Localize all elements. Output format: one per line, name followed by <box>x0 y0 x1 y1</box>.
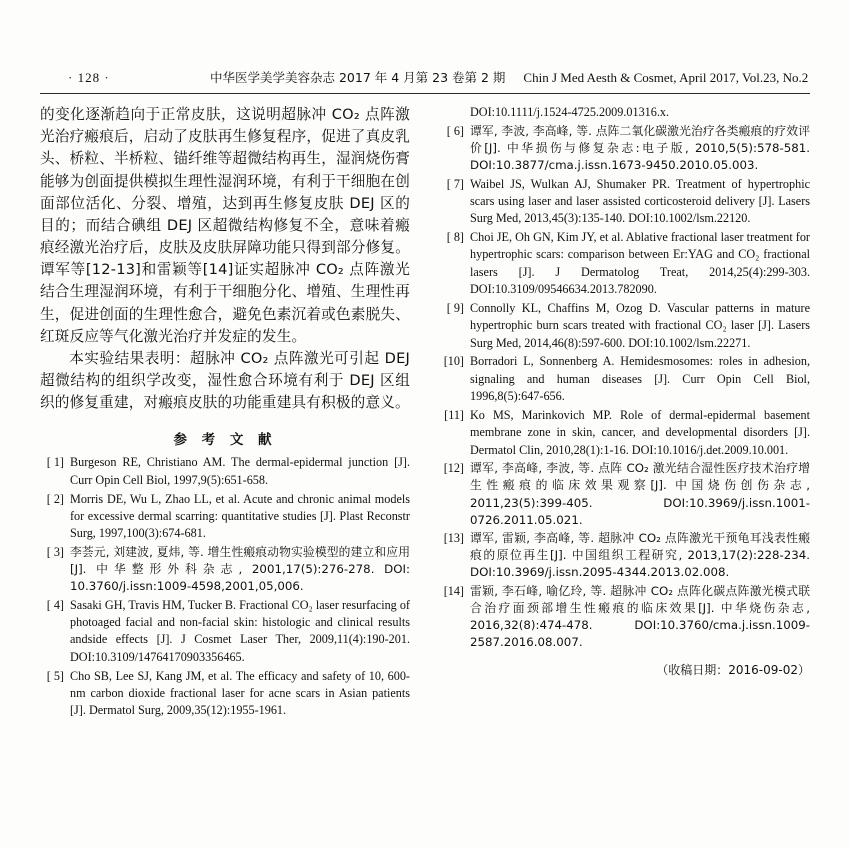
list-item <box>440 530 810 581</box>
reference-text: Borradori L, Sonnenberg A. Hemidesmosomes: roles in adhesion, signaling and human diseases [J]. Curr Opin Cell Biol, 1996,8(5):647-656. <box>470 354 810 404</box>
list-item <box>440 300 810 352</box>
list-item <box>440 123 810 174</box>
list-item <box>440 583 810 651</box>
list-item <box>440 407 810 459</box>
paragraph: 本实验结果表明：超脉冲 CO₂ 点阵激光可引起 DEJ 超微结构的组织学改变，湿性愈合环境有利于 DEJ 区组织的修复重建，对瘢痕皮肤的功能重建具有积极的意义。 <box>40 349 410 412</box>
reference-number: [ 4] <box>46 597 64 612</box>
reference-text: 雷颖, 李石峰, 喻亿玲, 等. 超脉冲 CO₂ 点阵化碳点阵激光模式联合治疗面颈部增生性瘢痕的临床效果[J]. 中华烧伤杂志, 2016,32(8):474-478. DOI:10.3760/cma.j.issn.1009-2587.2016.08.007. <box>470 584 810 650</box>
reference-number: [ 7] <box>446 176 464 191</box>
list-item <box>440 353 810 405</box>
journal-title-cn: 中华医学美学美容杂志 2017 年 4 月第 23 卷第 2 期 <box>210 70 506 85</box>
article-body <box>40 104 410 414</box>
reference-text: 谭军, 李高峰, 李波, 等. 点阵 CO₂ 激光结合湿性医疗技术治疗增生性瘢痕的临床效果观察[J]. 中国烧伤创伤杂志, 2011,23(5):399-405. DOI:10.3969/j.issn.1001-0726.2011.05.021. <box>470 461 810 527</box>
page-body <box>40 104 810 825</box>
references-list-left <box>40 454 410 719</box>
reference-text: Ko MS, Marinkovich MP. Role of dermal-epidermal basement membrane zone in skin, cancer, and developmental disorders [J]. Dermatol Clin, 2010,28(1):1-16. DOI:10.1016/j.det.2009.10.001. <box>470 407 810 457</box>
list-item <box>440 229 810 298</box>
right-column <box>440 104 810 825</box>
list-item <box>40 491 410 543</box>
reference-text: 李荟元, 刘建波, 夏炜, 等. 增生性瘢痕动物实验模型的建立和应用[J]. 中华整形外科杂志, 2001,17(5):276-278. DOI: 10.3760/j.issn:1009-4598,2001,05,006. <box>70 545 410 594</box>
list-item <box>440 460 810 528</box>
reference-number: [ 2] <box>46 491 64 506</box>
list-item <box>40 668 410 720</box>
reference-number: [12] <box>443 461 464 476</box>
reference-number: [14] <box>443 584 464 599</box>
reference-number: [ 6] <box>446 123 464 138</box>
reference-text: 谭军, 雷颖, 李高峰, 等. 超脉冲 CO₂ 点阵激光干预龟耳浅表性瘢痕的原位再生[J]. 中国组织工程研究, 2013,17(2):228-234. DOI:10.3969/j.issn.2095-4344.2013.02.008. <box>470 531 810 580</box>
list-item <box>440 176 810 228</box>
reference-number: [ 1] <box>46 455 64 470</box>
page-header <box>40 68 810 94</box>
reference-text: Choi JE, Oh GN, Kim JY, et al. Ablative fractional laser treatment for hypertrophic scars: comparison between Er:YAG and CO₂ fractional lasers [J]. J Dermatolog Treat, 2014,25(4):299-303. DOI:10.3109/09546634.2013.782090. <box>470 230 810 297</box>
reference-continuation: DOI:10.1111/j.1524-4725.2009.01316.x. <box>470 105 670 119</box>
reference-number: [11] <box>444 407 464 422</box>
left-column <box>40 104 410 825</box>
reference-text: Cho SB, Lee SJ, Kang JM, et al. The efficacy and safety of 10, 600-nm carbon dioxide fractional laser for acne scars in Asian patients [J]. Dermatol Surg, 2009,35(12):1955-1961. <box>70 668 410 718</box>
received-date: （收稿日期：2016-09-02） <box>656 663 810 678</box>
reference-number: [ 8] <box>446 230 464 245</box>
list-item <box>40 544 410 595</box>
page-number: · 128 · <box>68 70 110 85</box>
reference-text: Sasaki GH, Travis HM, Tucker B. Fractional CO₂ laser resurfacing of photoaged facial and non-facial skin: histologic and clinical results andside effects [J]. J Cosmet Laser Ther, 2009,11(4):190-201. DOI:10.3109/14764170903356465. <box>70 597 410 664</box>
reference-number: [ 5] <box>46 668 64 683</box>
reference-text: Waibel JS, Wulkan AJ, Shumaker PR. Treatment of hypertrophic scars using laser and laser assisted corticosteroid delivery [J]. Lasers Surg Med, 2013,45(3):135-140. DOI:10.1002/lsm.22120. <box>470 176 810 226</box>
reference-text: Connolly KL, Chaffins M, Ozog D. Vascular patterns in mature hypertrophic burn scars treated with fractional CO₂ laser [J]. Lasers Surg Med, 2014,46(8):597-600. DOI:10.1002/lsm.22271. <box>470 300 810 350</box>
list-item <box>40 597 410 666</box>
references-heading: 参 考 文 献 <box>173 432 277 449</box>
reference-text: Burgeson RE, Christiano AM. The dermal-epidermal junction [J]. Curr Opin Cell Biol, 1997,9(5):651-658. <box>70 455 410 487</box>
journal-title-en: Chin J Med Aesth & Cosmet, April 2017, Vol.23, No.2 <box>523 70 809 85</box>
reference-number: [10] <box>443 354 464 369</box>
header-divider <box>40 93 810 94</box>
reference-number: [ 9] <box>446 300 464 315</box>
reference-text: Morris DE, Wu L, Zhao LL, et al. Acute and chronic animal models for excessive dermal scarring: quantitative studies [J]. Plast Reconstr Surg, 1997,100(3):674-681. <box>70 491 410 541</box>
paragraph: 的变化逐渐趋向于正常皮肤，这说明超脉冲 CO₂ 点阵激光治疗瘢痕后，启动了皮肤再生修复程序，促进了真皮乳头、桥粒、半桥粒、锚纤维等超微结构再生，湿润烧伤膏能够为创面提供模拟生理性湿润环境，有利于干细胞在创面部位活化、分裂、增殖，达到再生修复皮肤 DEJ 区的目的；而结合碘组 DEJ 区超微结构修复不全，意味着瘢痕经激光治疗后，皮肤及皮肤屏障功能只得到部分修复。谭军等[12-13]和雷颖等[14]证实超脉冲 CO₂ 点阵激光结合生理湿润环境，有利于干细胞分化、增殖、生理性再生，促进创面的生理性愈合，避免色素沉着或色素脱失、红斑反应等气化激光治疗并发症的发生。 <box>40 106 410 345</box>
reference-number: [13] <box>443 531 464 546</box>
list-item <box>40 454 410 489</box>
reference-text: 谭军, 李波, 李高峰, 等. 点阵二氧化碳激光治疗各类瘢痕的疗效评价[J]. 中华损伤与修复杂志:电子版, 2010,5(5):578-581. DOI:10.3877/cma.j.issn.1673-9450.2010.05.003. <box>470 123 810 173</box>
references-list-right <box>440 123 810 652</box>
reference-number: [ 3] <box>46 545 64 560</box>
